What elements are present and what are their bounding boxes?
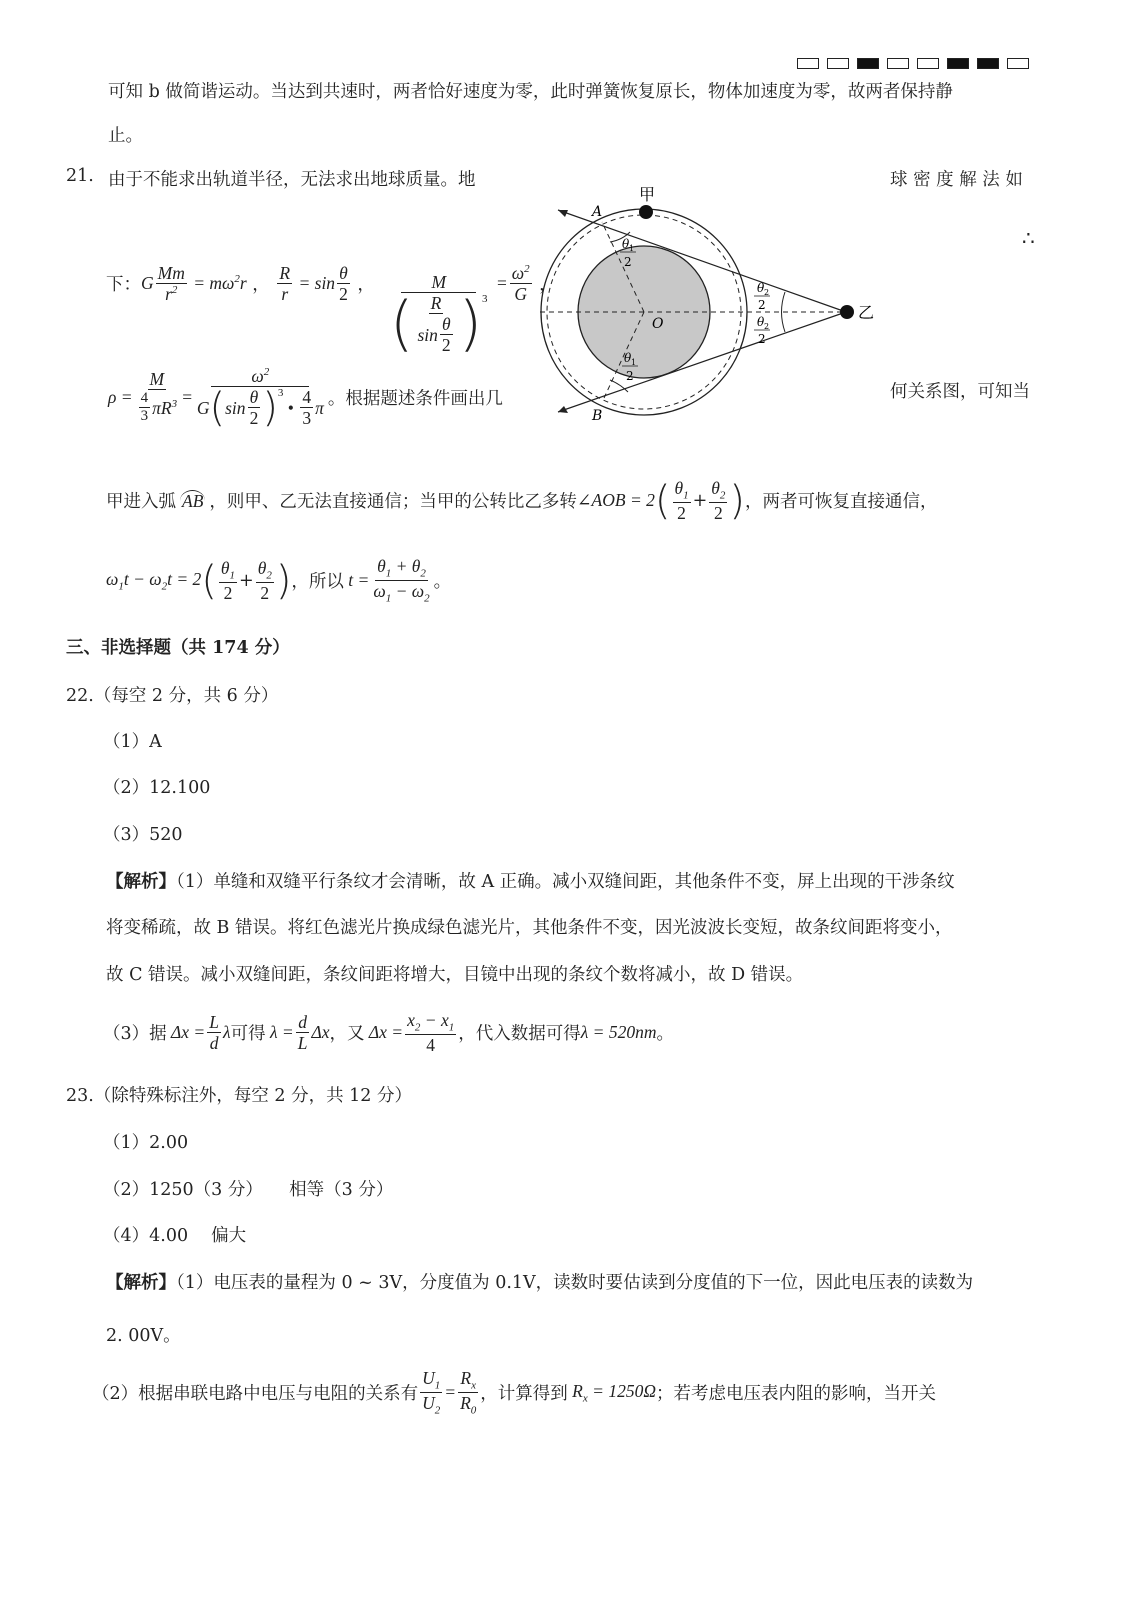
answer-mark: [827, 58, 849, 69]
q21-below-label: 下：: [106, 275, 141, 296]
q20-line-2: 止。: [108, 126, 143, 146]
q22-explanation-2: 将变稀疏，故 B 错误。将红色滤光片换成绿色滤光片，其他条件不变，因光波波长变短，故条纹间距将变小，: [106, 918, 953, 938]
angle-label-t2b: θ: [757, 315, 765, 329]
angle-label-t2a: θ: [757, 281, 765, 295]
q22-f-mid2: ，又: [329, 1024, 365, 1045]
angle-label-t3: θ: [624, 351, 632, 365]
q21-formula-row: 下： G $\frac{Mm}{r^2}$ = $m\omega^2r$ ， $\frac{R}{r}$ = sin $\frac{\theta}{2}$ ， M ( R sin $\frac{\theta}{2}$ ) $^3$ = $\frac{\omega^2}{G}$ ，: [106, 263, 557, 360]
label-B: B: [592, 408, 603, 424]
q23-answer-4: （4）4.00 偏大: [103, 1226, 247, 1246]
q21-time-end: 。: [433, 572, 452, 593]
angle-label-t2b-sub: 2: [764, 322, 770, 331]
orbit-diagram: [540, 180, 880, 430]
q21-time-text: ，所以: [291, 572, 344, 593]
q23-exp-3-val: R: [572, 1380, 583, 1401]
q23-exp-3-pre: （2）根据串联电路中电压与电阻的关系有: [92, 1384, 419, 1405]
answer-marks: [797, 58, 1029, 69]
q21-arc-line: 甲进入弧 AB ，则甲、乙无法直接通信；当甲的公转比乙多转 ∠AOB = 2 ( $\frac{\theta_1}{2}$ + $\frac{\theta_2}{2}$ ) ，两者可恢复直接通信，: [106, 477, 938, 524]
angle-label-t1-sub: 1: [629, 244, 635, 253]
q23-answer-2: （2）1250（3 分） 相等（3 分）: [103, 1180, 394, 1200]
q23-exp-3-mid: ，计算得到: [480, 1384, 568, 1405]
q21-number: 21.: [66, 166, 94, 186]
q22-exp-tag: 【解析】: [106, 872, 176, 892]
q21-intro-left: 由于不能求出轨道半径，无法求出地球质量。地: [108, 170, 476, 190]
q22-explanation-1: [106, 868, 955, 893]
answer-mark: [1007, 58, 1029, 69]
angle-label-t2a-den: 2: [758, 298, 766, 312]
label-O: O: [652, 316, 664, 332]
q21-rho-formula: ρ = M $\frac{4}{3}$ $\pi R^3$ = $\omega^2$ G ( sin $\frac{\theta}{2}$ ) $^3$ • $\frac{4}{3}$ π 。根据题述条件画出几: [108, 366, 503, 431]
q23-explanation-1: [106, 1269, 973, 1294]
q21-arc-end: ，两者可恢复直接通信，: [745, 492, 938, 513]
q20-line-1: 可知 b 做简谐运动。当达到共速时，两者恰好速度为零，此时弹簧恢复原长，物体加速度为零，故两者保持静: [108, 82, 953, 102]
angle-label-t3-sub: 1: [631, 358, 637, 367]
angle-label-t2a-sub: 2: [764, 288, 770, 297]
q22-f-end: 。: [656, 1024, 674, 1045]
q23-explanation-2: 2. 00V。: [106, 1326, 181, 1346]
answer-mark: [917, 58, 939, 69]
label-jia: 甲: [639, 185, 656, 204]
answer-mark: [977, 58, 999, 69]
q22-f-mid3: ，代入数据可得: [458, 1024, 581, 1045]
arrow-upper: [558, 210, 568, 217]
q22-header: 22.（每空 2 分，共 6 分）: [66, 686, 279, 706]
q22-f-mid1: 可得: [230, 1024, 266, 1045]
q23-explanation-3: （2）根据串联电路中电压与电阻的关系有 $\frac{U_1}{U_2}$ = $\frac{R_x}{R_0}$ ，计算得到 $R_x = 1250\Omega$ ；若考虑电压表内阻的影响，当开关: [92, 1368, 936, 1417]
q23-answer-1: （1）2.00: [103, 1133, 189, 1153]
q22-f-val: λ = 520nm: [580, 1022, 657, 1043]
q23-exp-1: （1）电压表的量程为 0 ~ 3V，分度值为 0.1V，读数时要估读到分度值的下一位，因此电压表的读数为: [176, 1273, 974, 1293]
angle-label-t3-den: 2: [626, 369, 634, 383]
angle-label-t1: θ: [622, 237, 630, 251]
label-yi: 乙: [858, 303, 875, 322]
q21-rho-text: 。根据题述条件画出几: [327, 388, 503, 409]
q22-answer-3: （3）520: [103, 825, 183, 845]
section-3-title: 三、非选择题（共 174 分）: [66, 638, 290, 658]
arc-AB: AB: [182, 490, 204, 511]
q21-intro-right: 球 密 度 解 法 如: [890, 170, 1023, 190]
answer-mark: [887, 58, 909, 69]
angle-label-t1-den: 2: [624, 255, 632, 269]
therefore-symbol: ∴: [1022, 226, 1035, 250]
q21-rho-right: 何关系图，可知当: [890, 382, 1030, 402]
q23-exp-3-val-sub: x: [582, 1392, 588, 1405]
q23-exp-tag: 【解析】: [106, 1273, 176, 1293]
q23-exp-3-val-rest: = 1250Ω: [587, 1380, 656, 1401]
q22-explanation-3: 故 C 错误。减小双缝间距，条纹间距将增大，目镜中出现的条纹个数将减小，故 D 错误。: [106, 965, 804, 985]
q21-time-line: $\omega_1t - \omega_2t = 2$ ( $\frac{\theta_1}{2}$ + $\frac{\theta_2}{2}$ ) ，所以 t = $\frac{\theta_1 + \theta_2}{\omega_1 - \omega_2}$ 。: [106, 556, 452, 605]
q22-exp-1: （1）单缝和双缝平行条纹才会清晰，故 A 正确。减小双缝间距，其他条件不变，屏上出现的干涉条纹: [176, 872, 955, 892]
q22-f-pre: （3）据: [103, 1024, 167, 1045]
label-A: A: [592, 204, 603, 220]
answer-mark: [797, 58, 819, 69]
q22-formula-line: （3）据 Δx = $\frac{L}{d}$ λ 可得 λ = $\frac{d}{L}$ Δx ，又 Δx = $\frac{x_2 - x_1}{4}$ ，代入数据可得 λ = 520nm 。: [103, 1010, 674, 1056]
satellite-yi: [840, 305, 854, 319]
q23-header: 23.（除特殊标注外，每空 2 分，共 12 分）: [66, 1086, 412, 1106]
q23-exp-3-end: ；若考虑电压表内阻的影响，当开关: [655, 1384, 936, 1405]
q22-answer-2: （2）12.100: [103, 778, 211, 798]
answer-mark: [947, 58, 969, 69]
satellite-jia: [639, 205, 653, 219]
q21-arc-text: 甲进入弧: [106, 492, 176, 513]
q22-answer-1: （1）A: [103, 732, 162, 752]
q21-arc-mid: ，则甲、乙无法直接通信；当甲的公转比乙多转: [209, 492, 577, 513]
answer-mark: [857, 58, 879, 69]
angle-label-t2b-den: 2: [758, 332, 766, 346]
